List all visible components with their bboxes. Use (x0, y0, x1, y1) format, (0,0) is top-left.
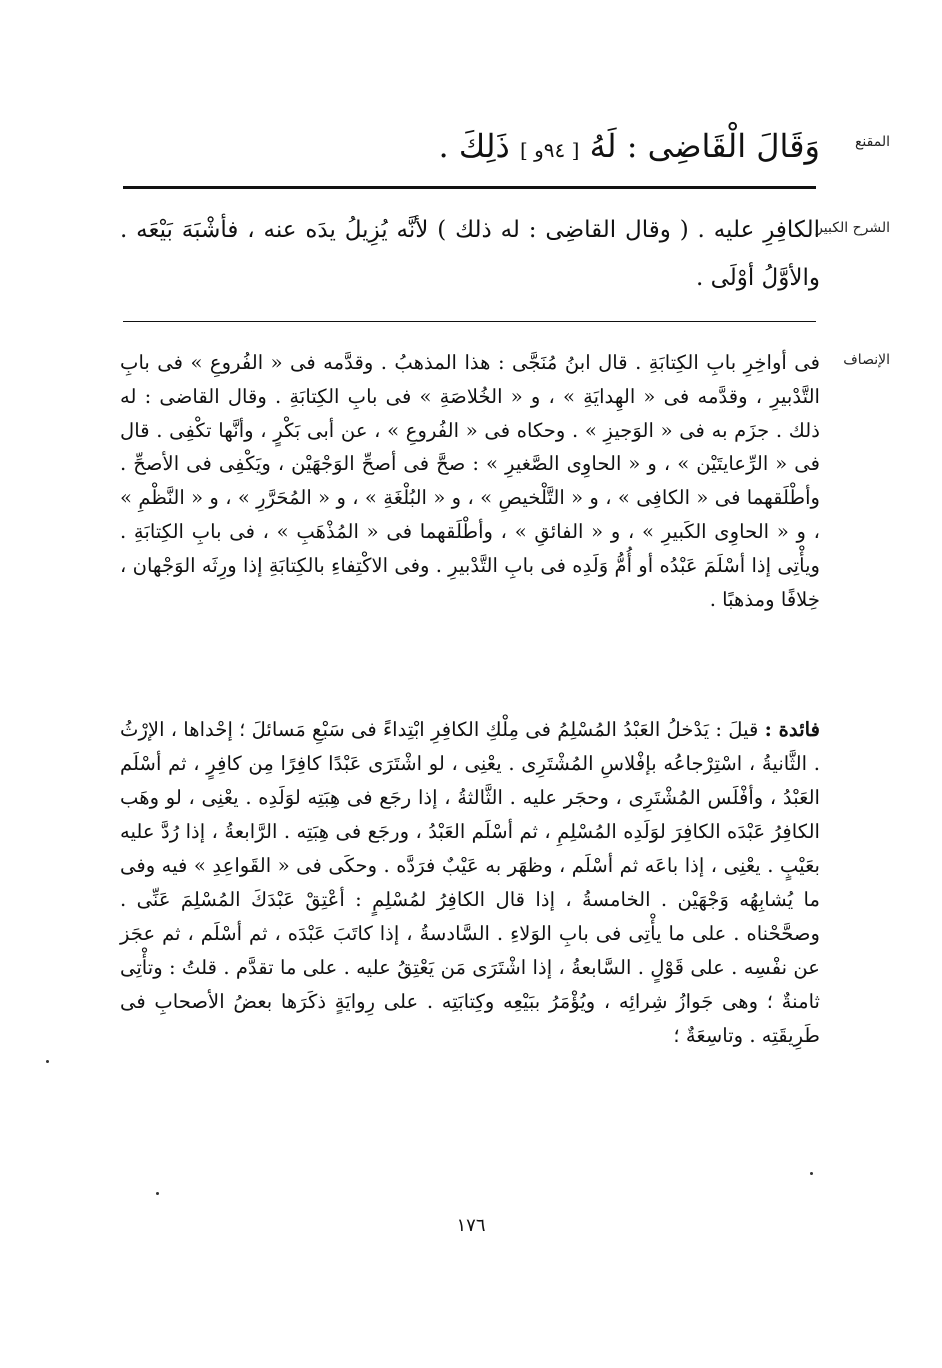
muqni-text-after: ذَلِكَ . (438, 127, 510, 165)
section-divider-thick (123, 186, 816, 189)
muqni-text (120, 120, 820, 176)
page-number: ١٧٦ (456, 1215, 486, 1236)
label-insaf: الإنصاف (843, 352, 890, 368)
scan-speck (156, 1192, 159, 1195)
section-divider-thin (123, 321, 816, 322)
faida-text: قيلَ : يَدْخلُ العَبْدُ المُسْلِمُ فى مِلْكِ الكافِرِ ابْتِداءً فى سَبْعِ مَسائلَ ؛ إحْداها ، الإرْثُ . الثَّانيةُ ، اسْتِرْجاعُه بإفْلاسِ المُشْتَرِى . يعْنِى ، لو اشْتَرَى عَبْدًا كافِرًا مِن كافِرٍ ، ثم أسْلَم العَبْدُ ، وأفْلَس المُشْتَرِى ، وحجَر عليه . الثَّالثةُ ، إذا رجَع فى هِبَتِه لوَلَدِه . يعْنِى ، لو وهَب الكافِرُ عَبْدَه الكافِرَ لوَلَدِه المُسْلِمِ ، ثم أسْلَم العَبْدُ ، ورجَع فى هِبَتِه . الرَّابعةُ ، إذا رُدَّ عليه بعَيْبٍ . يعْنِى ، إذا باعَه ثم أسْلَم ، وظهَر به عَيْبٌ فرَدَّه . وحكَى فى « القَواعِدِ » فيه وفى ما يُشابِهُه وَجْهَيْن . الخامسةُ ، إذا قال الكافِرُ لمُسْلِمٍ : أعْتِقْ عَبْدَكَ المُسْلِمَ عَنِّى . وصحَّحْناه . على ما يأْتِى فى بابِ الوَلاءِ . السَّادسةُ ، إذا كاتَبَ عَبْدَه ، ثم أسْلَم ، ثم عجَز عن نفْسِه . على قَوْلٍ . السَّابعةُ ، إذا اشْتَرَى مَن يَعْتِقُ عليه . على ما تقدَّم . قلتُ : وتأْتِى ثامنةٌ ؛ وهى جَوازُ شِرائِه ، ويُؤْمَرُ ببَيْعِه وكِتابَتِه . على رِوايَةٍ ذكَرَها بعضُ الأصحابِ فى طَرِيقَتِه . وتاسِعَةٌ ؛ (120, 718, 820, 1047)
sharh-text: الكافِرِ عليه . ( وقال القاضِى : له ذلك ) لأنَّه يُزِيلُ يدَه عنه ، فأشْبَهَ بَيْعَه . والأوَّلُ أوْلَى . (120, 217, 820, 291)
insaf-text: فى أواخِرِ بابِ الكِتابَةِ . قال ابنُ مُنَجَّى : هذا المذهبُ . وقدَّمه فى « الفُروعِ » فى بابِ التَّدْبيرِ ، وقدَّمه فى « الهِدايَةِ » ، و « الخُلاصَةِ » فى بابِ الكِتابَةِ . وقال القاضى : له ذلك . جزَم به فى « الوَجيزِ » . وحكاه فى « الفُروعِ » ، عن أبى بَكْرٍ ، وأنَّها تكْفِى . قال فى « الرِّعايتَيْن » ، و « الحاوِى الصَّغيرِ » : صحَّ فى أصحِّ الوَجْهَيْن ، ويَكْفِى فى الأصحِّ . وأطْلَقهما فى « الكافِى » ، و « التَّلْخيصِ » ، و « البُلْغَةِ » ، و « المُحَرَّرِ » ، و « النَّظْمِ » ، و « الحاوِى الكَبيرِ » ، و « الفائقِ » ، وأطْلَقهما فى « المُذْهَبِ » ، فى بابِ الكِتابَةِ . ويأْتِى إذا أسْلَمَ عَبْدُه أو أُمُّ وَلَدِه فى بابِ التَّدْبيرِ . وفى الاكْتِفاءِ بالكِتابَةِ إذا ورِثَه الوَجْهان ، خِلافًا ومذهبًا . (120, 351, 820, 611)
muqni-text-before: وَقَالَ الْقَاضِى : لَهُ (589, 127, 820, 165)
scan-speck (810, 1172, 813, 1175)
label-muqni: المقنع (854, 134, 890, 150)
faida-paragraph (120, 713, 820, 1053)
faida-label: فائدة : (764, 718, 820, 741)
label-sharh: الشرح الكبير (816, 220, 890, 236)
scan-speck (46, 1060, 49, 1063)
folio-marker: [ ٩٤و ] (519, 138, 580, 162)
